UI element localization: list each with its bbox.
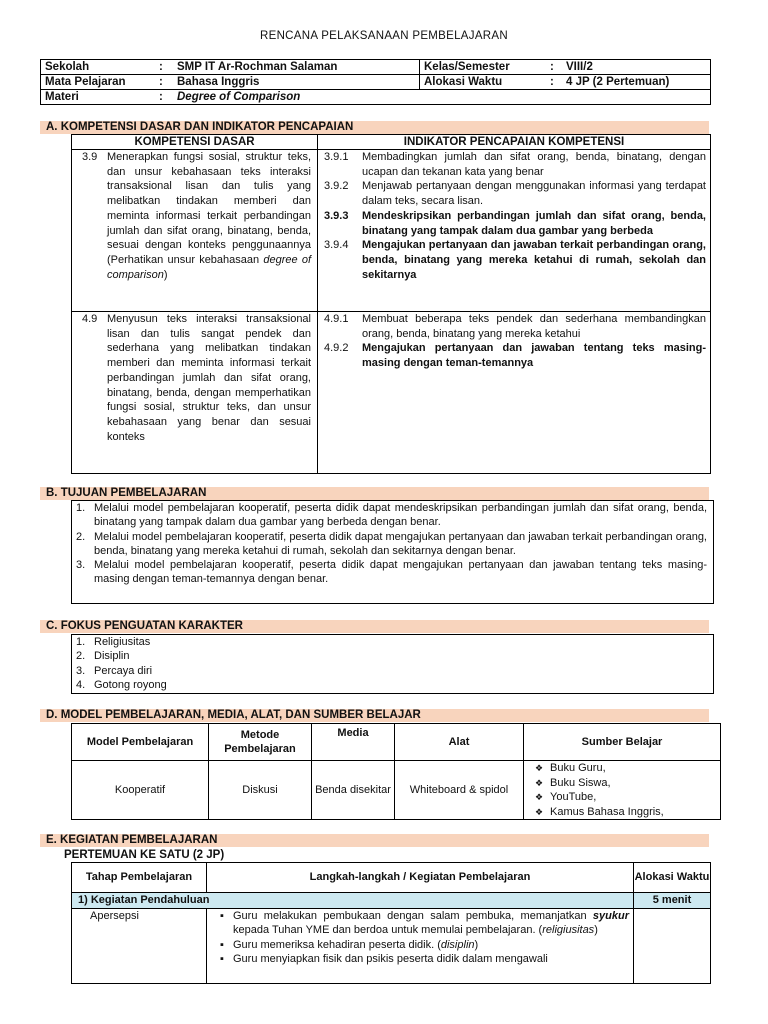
- indicator-item: 3.9.1 Membadingkan jumlah dan sifat orang, benda, binatang, dengan ucapan dan tekanan kata yang benar: [324, 151, 706, 178]
- list-item: 3. Melalui model pembelajaran kooperatif, peserta didik dapat mengajukan pertanyaan dan jawaban tentang teks masing-masing dengan teman-temannya dengan benar.: [76, 559, 707, 586]
- colon: :: [159, 76, 163, 88]
- colon: :: [159, 61, 163, 73]
- list-item: 1. Religiusitas: [76, 636, 151, 648]
- indicator-item: 3.9.4 Mengajukan pertanyaan dan jawaban terkait perbandingan orang, benda, binatang yang mereka ketahui di rumah, sekolah dan sekitarnya: [324, 239, 706, 281]
- bullet-text: Guru melakukan pembukaan dengan salam pembuka, memanjatkan syukur kepada Tuhan YME dan berdoa untuk memulai pembelajaran. (religiusitas): [233, 910, 629, 937]
- indicator-item: 3.9.2 Menjawab pertanyaan dengan menggunakan informasi yang terdapat dalam teks, secara lisan.: [324, 180, 706, 208]
- list-item: ❖ Kamus Bahasa Inggris,: [534, 805, 664, 818]
- list-item: ❖ Buku Guru,: [534, 762, 606, 774]
- list-item: 3. Percaya diri: [76, 664, 153, 677]
- activities-table: [71, 862, 711, 984]
- table-row: [72, 150, 711, 312]
- list-item: 4. Gotong royong: [76, 678, 167, 691]
- section-e-heading: E. KEGIATAN PEMBELAJARAN: [40, 834, 709, 847]
- ipk-column-header: INDIKATOR PENCAPAIAN KOMPETENSI: [318, 135, 711, 150]
- section-b-heading: B. TUJUAN PEMBELAJARAN: [40, 487, 709, 500]
- subject-value: Bahasa Inggris: [177, 75, 420, 90]
- kd-column-header: KOMPETENSI DASAR: [72, 135, 318, 150]
- model-header: Model Pembelajaran: [72, 724, 209, 761]
- list-item: 2. Melalui model pembelajaran kooperatif, peserta didik dapat mengajukan pertanyaan dan jawaban terkait perbandingan orang, benda, binatang yang mereka ketahui di rumah, sekolah dan sekitarnya dengan benar.: [76, 530, 707, 557]
- material-value: Degree of Comparison: [177, 91, 301, 103]
- kd-text: Menerapkan fungsi sosial, struktur teks, dan unsur kebahasaan teks interaksi transaksional lisan dan tulis yang melibatkan tindakan memberi dan meminta informasi terkait perbandingan jumlah dan sifat orang, binatang, benda, sesuai dengan konteks penggunaannya (Perhatikan unsur kebahasaan degree of comparison): [107, 151, 311, 281]
- model-value: Kooperatif: [72, 761, 209, 820]
- stage-header: Tahap Pembelajaran: [72, 863, 207, 893]
- tools-value: Whiteboard & spidol: [395, 761, 524, 820]
- class-label: Kelas/Semester: [424, 61, 510, 73]
- section-c-heading: C. FOKUS PENGUATAN KARAKTER: [40, 620, 709, 633]
- list-item: ▪ Guru melakukan pembukaan dengan salam pembuka, memanjatkan syukur kepada Tuhan YME dan berdoa untuk memulai pembelajaran. (religiusitas): [220, 910, 629, 937]
- list-item: ❖ Buku Siswa,: [534, 776, 611, 789]
- competency-table: [71, 134, 711, 474]
- method-value: Diskusi: [209, 761, 312, 820]
- phase-label: 1) Kegiatan Pendahuluan: [72, 893, 634, 909]
- bullet-text: Guru memeriksa kehadiran peserta didik. (disiplin): [233, 938, 479, 951]
- character-focus-box: [71, 634, 714, 694]
- media-header: Media: [312, 724, 395, 761]
- class-value: VIII/2: [566, 61, 593, 73]
- section-d-heading: D. MODEL PEMBELAJARAN, MEDIA, ALAT, DAN SUMBER BELAJAR: [40, 709, 709, 722]
- list-item: 1. Melalui model pembelajaran kooperatif, peserta didik dapat mendeskripsikan perbandingan jumlah dan sifat orang, benda, binatang yang tampak dalam dua gambar yang berbeda dengan benar.: [76, 502, 707, 529]
- section-a-heading: A. KOMPETENSI DASAR DAN INDIKATOR PENCAPAIAN: [40, 121, 709, 134]
- method-header: Metode Pembelajaran: [209, 724, 312, 761]
- time-allocation-value: 4 JP (2 Pertemuan): [566, 76, 670, 88]
- colon: :: [550, 76, 554, 88]
- school-label: Sekolah: [45, 61, 90, 73]
- colon: :: [159, 91, 163, 103]
- indicator-item: 4.9.1 Membuat beberapa teks pendek dan sederhana membandingkan orang, benda, binatang yang mereka ketahui: [324, 313, 706, 340]
- phase-time: 5 menit: [634, 893, 711, 909]
- steps-header: Langkah-langkah / Kegiatan Pembelajaran: [207, 863, 634, 893]
- tools-header: Alat: [395, 724, 524, 761]
- list-item: ❖ YouTube,: [534, 791, 597, 803]
- time-allocation-label: Alokasi Waktu: [424, 76, 503, 88]
- document-title: RENCANA PELAKSANAAN PEMBELAJARAN: [260, 30, 508, 42]
- material-label: Materi: [45, 91, 79, 103]
- subject-label: Mata Pelajaran: [45, 76, 126, 88]
- list-item: 2. Disiplin: [76, 650, 130, 663]
- media-value: Benda disekitar: [312, 761, 395, 820]
- table-row: [72, 312, 711, 474]
- kd-number: 3.9: [82, 151, 98, 163]
- sources-list: [524, 761, 721, 820]
- list-item: ▪ Guru memeriksa kehadiran peserta didik. (disiplin): [211, 938, 629, 952]
- bullet-text: Guru menyiapkan fisik dan psikis peserta didik dalam mengawali: [233, 952, 548, 965]
- indicator-item: 3.9.3 Mendeskripsikan perbandingan jumlah dan sifat orang, benda, binatang yang tampak dalam dua gambar yang berbeda: [324, 209, 706, 237]
- kd-number: 4.9: [82, 313, 98, 325]
- colon: :: [550, 61, 554, 73]
- learning-objectives-box: [71, 500, 714, 604]
- meeting-subheading: PERTEMUAN KE SATU (2 JP): [64, 849, 225, 861]
- kd-text: Menyusun teks interaksi transaksional lisan dan tulis sangat pendek dan sederhana yang melibatkan tindakan memberi dan meminta informasi terkait perbandingan jumlah dan sifat orang, binatang, benda, dengan memperhatikan fungsi sosial, struktur teks, dan unsur kebahasaan yang benar dan sesuai konteks: [107, 313, 311, 443]
- indicator-item: 4.9.2 Mengajukan pertanyaan dan jawaban tentang teks masing-masing dengan teman-temannya: [324, 342, 706, 370]
- step-label: Apersepsi: [72, 909, 207, 984]
- time-header: Alokasi Waktu: [634, 863, 711, 893]
- list-item: ▪ Guru menyiapkan fisik dan psikis peserta didik dalam mengawali: [211, 952, 629, 966]
- identity-table: [40, 59, 711, 105]
- school-value: SMP IT Ar-Rochman Salaman: [177, 60, 420, 75]
- model-media-table: [71, 723, 721, 820]
- sources-header: Sumber Belajar: [524, 724, 721, 761]
